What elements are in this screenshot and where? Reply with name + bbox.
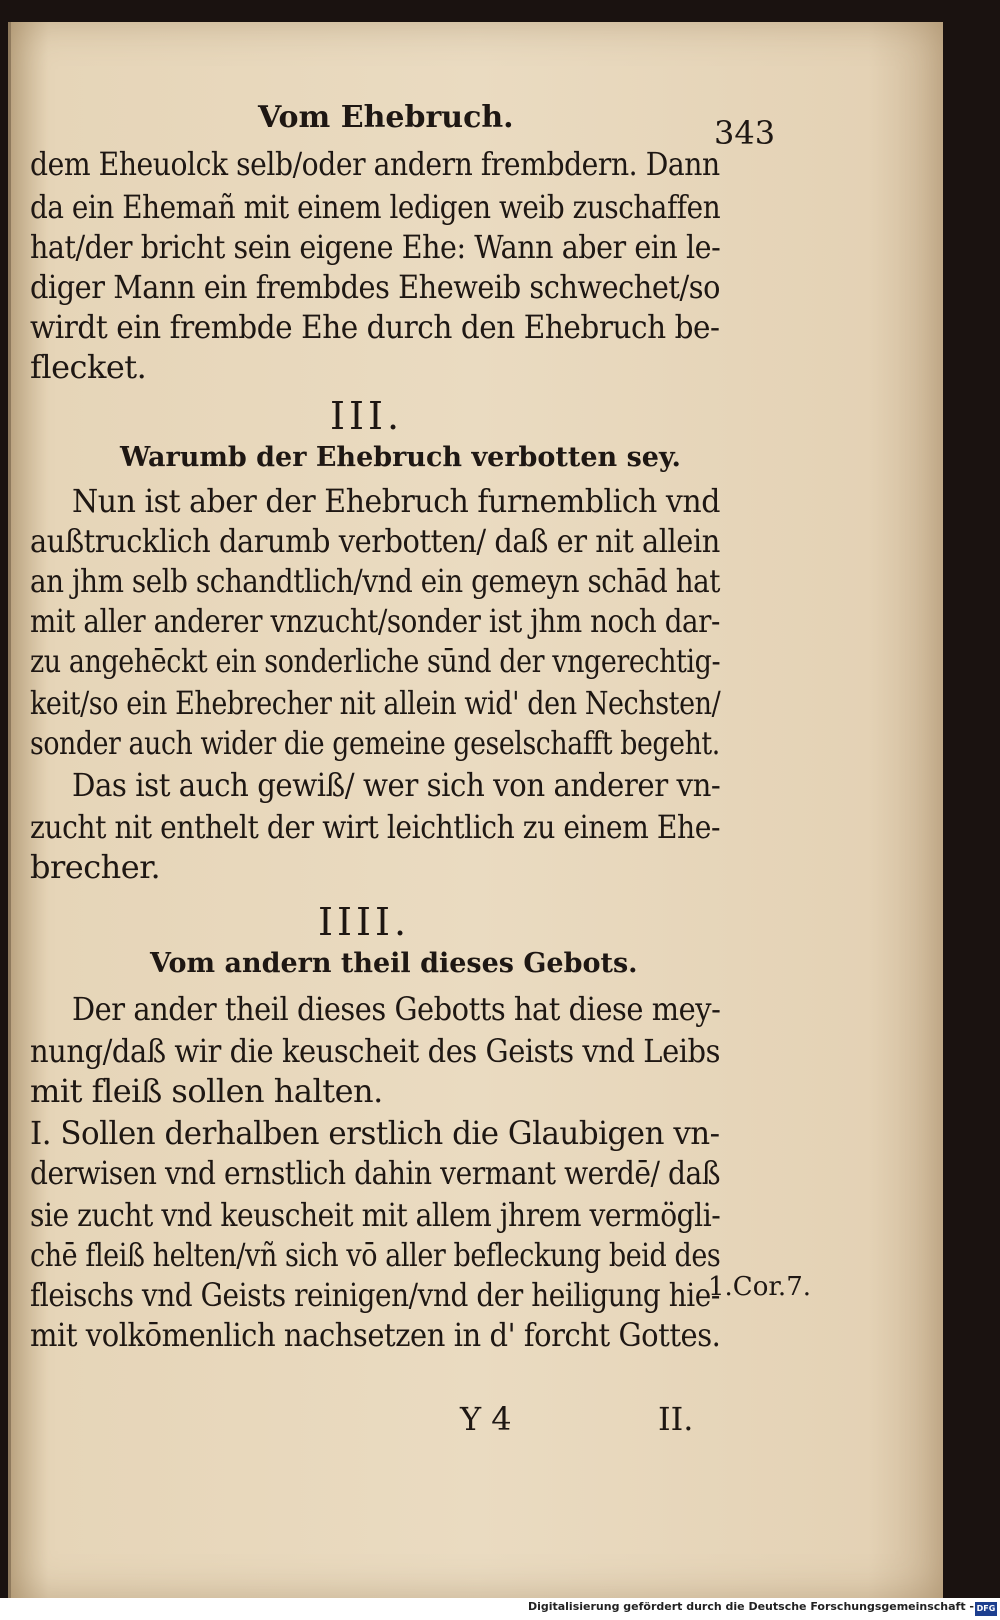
text-line: fleischs vnd Geists reinigen/vnd der heiligung hie- [30, 1276, 720, 1314]
running-head: Vom Ehebruch. [258, 100, 514, 135]
section-title: Warumb der Ehebruch verbotten sey. [120, 442, 681, 473]
text-line: flecket. [30, 348, 147, 386]
section-number: III. [330, 394, 404, 438]
text-line: mit aller anderer vnzucht/sonder ist jhm noch dar- [30, 602, 720, 640]
text-line: an jhm selb schandtlich/vnd ein gemeyn schād hat [30, 562, 721, 600]
text-line: Das ist auch gewiß/ wer sich von anderer vn- [72, 766, 721, 804]
text-line: dem Eheuolck selb/oder andern frembdern. Dann [30, 145, 720, 183]
text-line: mit volkōmenlich nachsetzen in d' forcht Gottes. [30, 1316, 721, 1354]
text-line: zu angehēckt ein sonderliche sūnd der vngerechtig- [30, 642, 721, 680]
text-line: sie zucht vnd keuscheit mit allem jhrem vermögli- [30, 1196, 721, 1234]
text-line: diger Mann ein frembdes Eheweib schwechet/so [30, 268, 720, 306]
text-line: da ein Ehemañ mit einem ledigen weib zuschaffen [30, 188, 721, 226]
text-line: Nun ist aber der Ehebruch furnemblich vnd [72, 482, 720, 520]
section-number: IIII. [318, 900, 411, 944]
text-line: sonder auch wider die gemeine geselschafft begeht. [30, 724, 720, 762]
text-line: mit fleiß sollen halten. [30, 1072, 383, 1110]
text-line: nung/daß wir die keuscheit des Geists vnd Leibs [30, 1032, 721, 1070]
catchword: II. [658, 1400, 694, 1438]
text-line: chē fleiß helten/vñ sich vō aller befleckung beid des [30, 1236, 721, 1274]
footer-credit: Digitalisierung gefördert durch die Deutsche Forschungsgemeinschaft - [527, 1600, 974, 1613]
text-line: I. Sollen derhalben erstlich die Glaubigen vn- [30, 1114, 720, 1152]
text-line: wirdt ein frembde Ehe durch den Ehebruch be- [30, 308, 720, 346]
page-number: 343 [714, 114, 776, 152]
text-line: außtrucklich darumb verbotten/ daß er nit allein [30, 522, 720, 560]
signature-mark: Y 4 [460, 1400, 512, 1438]
margin-note: 1.Cor.7. [708, 1272, 811, 1302]
text-line: Der ander theil dieses Gebotts hat diese mey- [72, 990, 721, 1028]
text-line: brecher. [30, 848, 161, 886]
text-line: derwisen vnd ernstlich dahin vermant werdē/ daß [30, 1154, 721, 1192]
section-title: Vom andern theil dieses Gebots. [150, 948, 638, 979]
dfg-logo: DFG [975, 1602, 997, 1616]
text-line: zucht nit enthelt der wirt leichtlich zu einem Ehe- [30, 808, 721, 846]
text-line: hat/der bricht sein eigene Ehe: Wann aber ein le- [30, 228, 721, 266]
text-line: keit/so ein Ehebrecher nit allein wid' den Nechsten/ [30, 684, 721, 722]
